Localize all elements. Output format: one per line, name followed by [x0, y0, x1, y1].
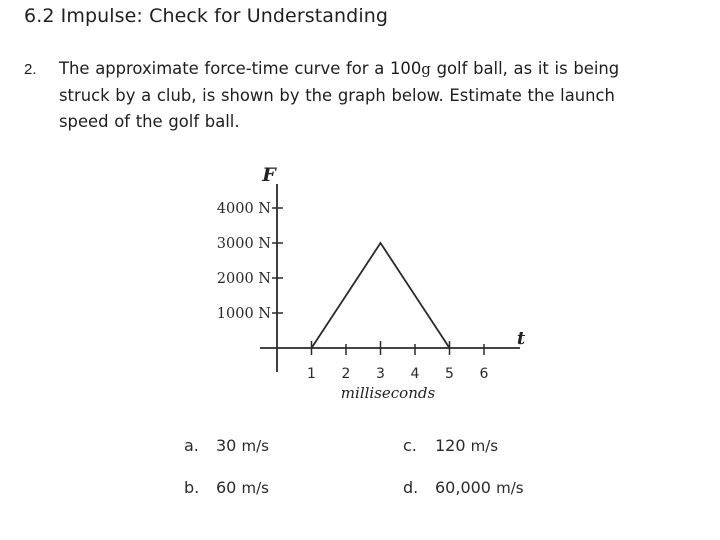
answer-a-label: a. — [184, 436, 199, 455]
y-axis-label: F — [262, 164, 276, 186]
answer-c-value: 120 — [435, 436, 466, 455]
answer-b[interactable] — [184, 478, 269, 497]
x-tick-label-1: 1 — [307, 366, 316, 382]
answer-c[interactable] — [403, 436, 498, 455]
x-tick-label-2: 2 — [341, 366, 351, 382]
answer-a-value: 30 — [216, 436, 237, 455]
answer-c-label: c. — [403, 436, 417, 455]
y-ticks — [217, 201, 283, 322]
question-number: 2. — [24, 61, 37, 78]
t-axis-label: t — [516, 328, 526, 349]
answer-d[interactable] — [403, 478, 524, 497]
answer-a-unit: m/s — [241, 437, 269, 455]
answer-c-unit: m/s — [470, 437, 499, 455]
x-axis-label: milliseconds — [340, 384, 436, 402]
answer-d-label: d. — [403, 478, 419, 497]
y-tick-label-3: 3000 N — [216, 236, 271, 252]
force-curve — [312, 243, 450, 348]
answer-a[interactable] — [184, 436, 269, 455]
question-line-1-end: golf ball, as it is being — [430, 59, 620, 78]
axes — [260, 184, 520, 372]
y-tick-label-1: 1000 N — [216, 306, 271, 322]
answer-b-value: 60 — [216, 478, 237, 497]
answer-b-unit: m/s — [241, 479, 269, 497]
y-tick-label-4: 4000 N — [216, 201, 271, 217]
x-tick-label-3: 3 — [376, 366, 385, 382]
mass-unit: g — [421, 60, 431, 78]
x-tick-label-6: 6 — [479, 366, 489, 382]
answer-b-label: b. — [184, 478, 200, 497]
answer-d-value: 60,000 — [435, 478, 491, 497]
force-time-graph — [200, 160, 540, 410]
question-text — [59, 56, 714, 136]
question-line-2: struck by a club, is shown by the graph below. Estimate the launch — [59, 85, 615, 105]
question-line-1 — [59, 56, 714, 83]
x-tick-label-4: 4 — [410, 366, 420, 382]
y-tick-label-2: 2000 N — [216, 271, 271, 287]
question-line-1-start: The approximate force-time curve for a 100 — [59, 59, 422, 78]
page-title: 6.2 Impulse: Check for Understanding — [24, 5, 389, 27]
question-line-3: speed of the golf ball. — [59, 112, 240, 131]
answer-d-unit: m/s — [496, 479, 524, 497]
x-tick-label-5: 5 — [445, 366, 454, 382]
